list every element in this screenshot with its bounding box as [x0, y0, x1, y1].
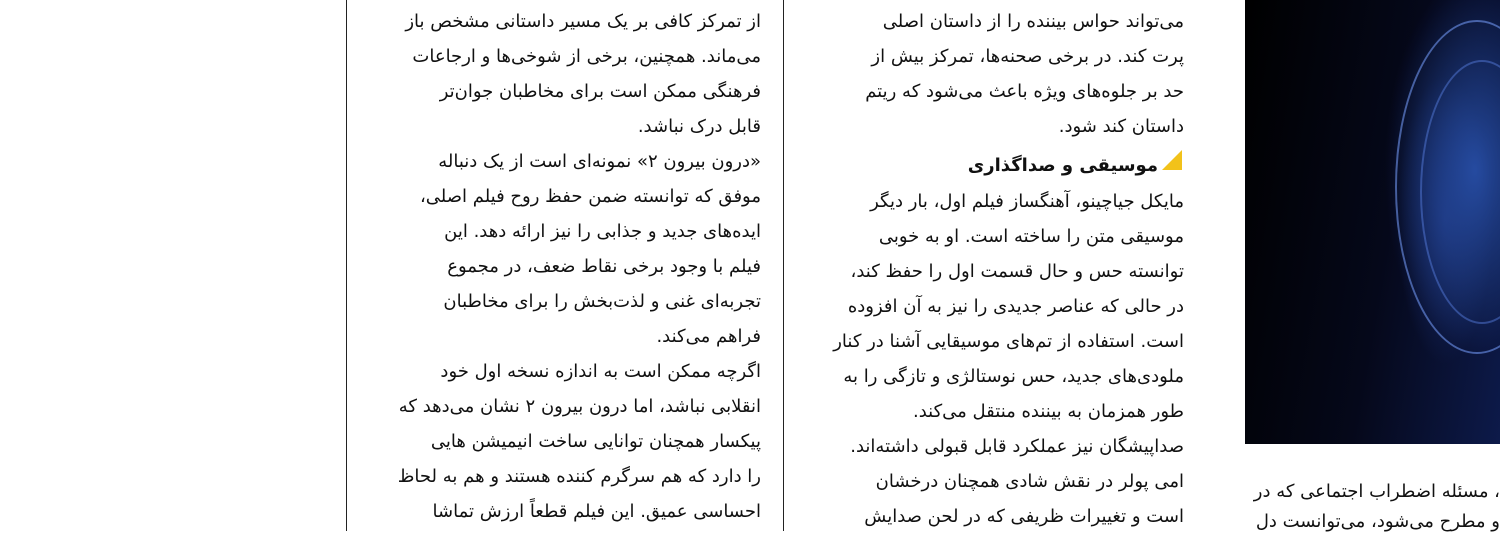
text-line: می‌تواند حواس بیننده را از داستان اصلی: [882, 11, 1184, 32]
text-line: ، مسئله اضطراب اجتماعی که در: [1253, 481, 1500, 502]
text-line: و مطرح می‌شود، می‌توانست دل: [1255, 511, 1500, 532]
text-line: را دارد که هم سرگرم کننده هستند و هم به لحاظ: [397, 466, 761, 487]
text-line: موسیقی متن را ساخته است. او به خوبی: [878, 226, 1184, 247]
text-line: انقلابی نباشد، اما درون بیرون ۲ نشان می‌دهد که: [398, 396, 761, 417]
column-divider: [346, 0, 347, 531]
text-line: قابل درک نباشد.: [637, 116, 761, 137]
text-line: پیکسار همچنان توانایی ساخت انیمیشن هایی: [430, 431, 761, 452]
text-line: «درون بیرون ۲» نمونه‌ای است از یک دنباله: [438, 151, 761, 172]
text-line: می‌ماند. همچنین، برخی از شوخی‌ها و ارجاعات: [412, 46, 761, 67]
text-line: است. استفاده از تم‌های موسیقایی آشنا در کنار: [833, 331, 1184, 352]
text-line: است و تغییرات ظریفی که در لحن صدایش: [864, 506, 1184, 527]
text-line: طور همزمان به بیننده منتقل می‌کند.: [912, 401, 1184, 422]
section-marker-icon: [1162, 150, 1182, 170]
text-line: ملودی‌های جدید، حس نوستالژی و تازگی را به: [843, 366, 1184, 387]
text-line: فراهم می‌کند.: [656, 326, 761, 347]
section-heading: موسیقی و صداگذاری: [967, 155, 1158, 176]
text-line: تجربه‌ای غنی و لذت‌بخش را برای مخاطبان: [443, 291, 761, 312]
text-line: مایکل جیاچینو، آهنگساز فیلم اول، بار دیگر: [870, 191, 1184, 212]
text-line: در حالی که عناصر جدیدی را نیز به آن افزوده: [847, 296, 1184, 317]
text-line: فیلم با وجود برخی نقاط ضعف، در مجموع: [447, 256, 761, 277]
text-line: فرهنگی ممکن است برای مخاطبان جوان‌تر: [439, 81, 761, 102]
text-line: موفق که توانسته ضمن حفظ روح فیلم اصلی،: [419, 186, 761, 207]
text-line: ایده‌های جدید و جذابی را نیز ارائه دهد. این: [444, 221, 761, 242]
text-line: داستان کند شود.: [1058, 116, 1184, 137]
text-line: حد بر جلوه‌های ویژه باعث می‌شود که ریتم: [865, 81, 1184, 102]
article-photo: [1245, 0, 1500, 444]
text-line: پرت کند. در برخی صحنه‌ها، تمرکز بیش از: [871, 46, 1184, 67]
column-divider: [783, 0, 784, 531]
text-line: توانسته حس و حال قسمت اول را حفظ کند،: [850, 261, 1184, 282]
text-line: امی پولر در نقش شادی همچنان درخشان: [875, 471, 1184, 492]
text-line: صداپیشگان نیز عملکرد قابل قبولی داشته‌اند.: [850, 436, 1184, 457]
text-line: احساسی عمیق. این فیلم قطعاً ارزش تماشا: [432, 501, 761, 522]
text-line: اگرچه ممکن است به اندازه نسخه اول خود: [440, 361, 761, 382]
text-line: از تمرکز کافی بر یک مسیر داستانی مشخص باز: [405, 11, 761, 32]
